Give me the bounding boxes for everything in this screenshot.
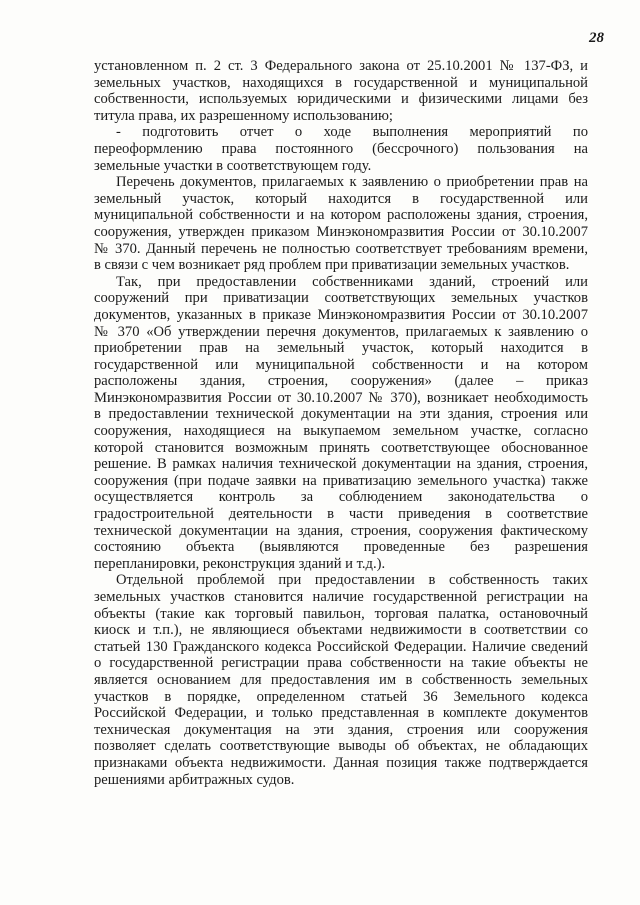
text-line: которой становится возможным принять соответствующее обоснованное: [94, 439, 588, 456]
text-line: сооружения (при подаче заявки на приватизацию земельного участка) также: [94, 472, 588, 489]
text-line: Перечень документов, прилагаемых к заявлению о приобретении прав на: [116, 174, 588, 191]
text-line: - подготовить отчет о ходе выполнения мероприятий по: [116, 124, 588, 141]
text-line: градостроительной деятельности в части приведения в соответствие: [94, 506, 588, 523]
text-line: документов, указанных в приказе Минэкономразвития России от 30.10.2007: [94, 306, 588, 323]
text-line: земельные участки в соответствующем году.: [94, 157, 372, 174]
text-line: переоформлению права постоянного (бессрочного) пользования на: [94, 140, 588, 157]
text-line: статьей 130 Гражданского кодекса Российской Федерации. Наличие сведений: [94, 638, 588, 655]
text-line: позволяет сделать соответствующие выводы об объектах, не обладающих: [94, 738, 588, 755]
text-line: Минэкономразвития России от 30.10.2007 № 370), возникает необходимость: [94, 389, 588, 406]
text-line: участков в порядке, определенном статьей 36 Земельного кодекса: [94, 688, 588, 705]
text-line: о государственной регистрации права собственности на такие объекты не: [94, 655, 588, 672]
text-line: земельных участков, находящихся в государственной и муниципальной: [94, 74, 588, 91]
text-line: земельных участков становится наличие государственной регистрации на: [94, 589, 588, 605]
text-line: в связи с чем возникает ряд проблем при приватизации земельных участков.: [94, 257, 570, 274]
text-line: государственной или муниципальной собственности и на котором: [94, 356, 588, 373]
text-line: Так, при предоставлении собственниками зданий, строений или: [116, 273, 588, 290]
text-line: земельный участок, который находится в государственной или: [94, 190, 588, 207]
text-line: является основанием для предоставления им в собственность земельных: [94, 671, 588, 688]
text-line: осуществляется контроль за соблюдением законодательства о: [94, 489, 588, 506]
text-line: в предоставлении технической документации на эти здания, строения или: [94, 406, 588, 423]
body-text: [94, 58, 588, 788]
page-number: 28: [589, 30, 604, 46]
text-line: состоянию объекта (выявляются проведенные без разрешения: [94, 539, 588, 556]
text-line: решениями арбитражных судов.: [94, 771, 295, 788]
text-line: технической документации на здания, строения, сооружения фактическому: [94, 522, 588, 539]
text-line: киоск и т.п.), не являющиеся объектами недвижимости в соответствии со: [94, 622, 588, 639]
text-line: Российской Федерации, и только представленная в комплекте документов: [94, 705, 588, 722]
text-line: сооружения, утвержден приказом Минэкономразвития России от 30.10.2007: [94, 223, 588, 240]
text-line: решение. В рамках наличия технической документации на здания, строения,: [94, 456, 588, 473]
text-line: установленном п. 2 ст. 3 Федерального закона от 25.10.2001 № 137-ФЗ, и: [94, 58, 588, 74]
text-line: муниципальной собственности и на котором расположены здания, строения,: [94, 207, 588, 224]
text-line: № 370 «Об утверждении перечня документов, прилагаемых к заявлению о: [94, 323, 588, 340]
text-line: собственности, используемых юридическими и физическими лицами без: [94, 91, 588, 108]
text-line: сооружения, находящиеся на выкупаемом земельном участке, согласно: [94, 423, 588, 440]
text-line: сооружений при приватизации соответствующих земельных участков: [94, 290, 588, 307]
text-line: № 370. Данный перечень не полностью соответствует требованиям времени,: [94, 240, 588, 257]
text-line: признаками объекта недвижимости. Данная позиция также подтверждается: [94, 754, 588, 771]
text-line: расположены здания, строения, сооружения» (далее – приказ: [94, 373, 588, 390]
text-line: Отдельной проблемой при предоставлении в собственность таких: [116, 572, 588, 589]
text-line: титула права, их разрешенному использованию;: [94, 107, 393, 124]
text-line: приобретении прав на земельный участок, который находится в: [94, 340, 588, 357]
text-line: перепланировки, реконструкция зданий и т.д.).: [94, 555, 386, 572]
text-line: техническая документация на эти здания, строения или сооружения: [94, 721, 588, 738]
text-line: объекты (такие как торговый павильон, торговая палатка, остановочный: [94, 605, 588, 622]
